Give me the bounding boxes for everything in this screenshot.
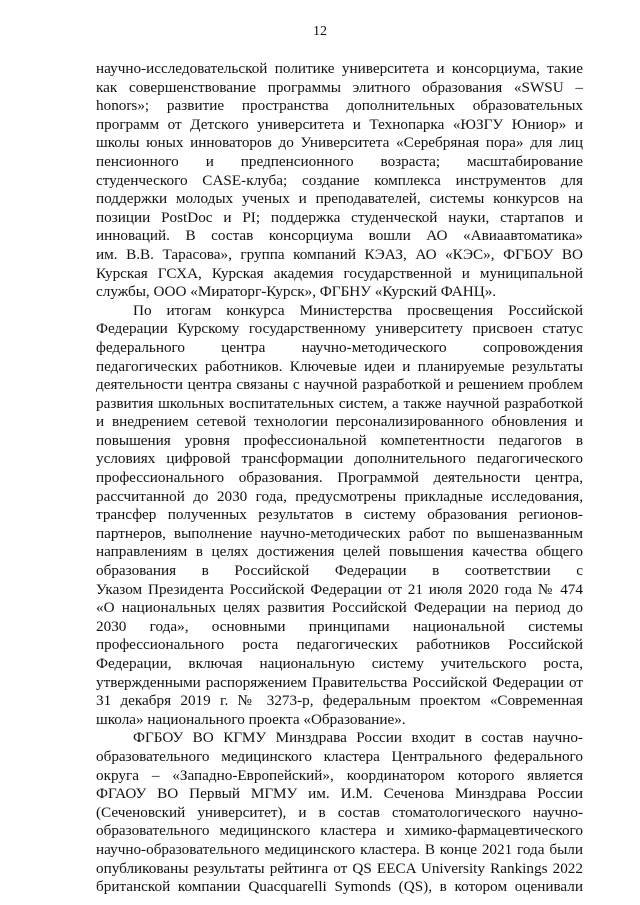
text-line: и внедрением сетевой технологии персонализированного обновления и	[96, 413, 583, 431]
paragraph-medical-cluster	[96, 729, 583, 896]
paragraph-federal-center	[96, 302, 583, 730]
text-line: научно-образовательного медицинского кластера. В конце 2021 года были	[96, 840, 583, 858]
text-line: деятельности центра связаны с научной разработкой и решением проблем	[96, 376, 583, 394]
text-line: британской компании Quacquarelli Symonds (QS), в котором оценивали	[96, 878, 583, 896]
text-line: (Сеченовский университет), и в состав стоматологического научно-	[96, 803, 583, 821]
text-line: пенсионного и предпенсионного возраста; масштабирование	[96, 152, 583, 170]
text-line: инноваций. В состав консорциума вошли АО «Авиаавтоматика»	[96, 227, 583, 245]
text-line: округа – «Западно-Европейский», координатором которого является	[96, 766, 583, 784]
text-line: опубликованы результаты рейтинга от QS EECA University Rankings 2022	[96, 859, 583, 877]
text-line: программ от Детского университета и Технопарка «ЮЗГУ Юниор» и	[96, 115, 583, 133]
text-line: По итогам конкурса Министерства просвещения Российской	[133, 301, 583, 319]
text-line: условиях цифровой трансформации дополнительного педагогического	[96, 450, 583, 468]
text-line: Федерации, включая национальную систему учительского роста,	[96, 655, 583, 672]
text-line: Курская ГСХА, Курская академия государственной и муниципальной	[96, 264, 583, 282]
page-number: 12	[313, 24, 327, 39]
text-line: Указом Президента Российской Федерации от 21 июля 2020 года № 474	[96, 580, 583, 598]
text-line: ФГАОУ ВО Первый МГМУ им. И.М. Сеченова Минздрава России	[96, 785, 583, 803]
text-line: студенческого CASE-клуба; создание комплекса инструментов для	[96, 171, 583, 189]
text-line: повышения уровня профессиональной компетентности педагогов в	[96, 431, 583, 449]
text-line: ФГБОУ ВО КГМУ Минздрава России входит в состав научно-	[133, 729, 583, 747]
text-line: honors»; развитие пространства дополнительных образовательных	[96, 97, 583, 115]
text-line: профессионального образования. Программой деятельности центра,	[96, 469, 583, 487]
text-line: профессионального роста педагогических работников Российской	[96, 636, 583, 654]
text-line: развития школьных воспитательных систем, а также научной разработкой	[96, 394, 583, 412]
text-line: направлениям в целях достижения целей повышения качества общего	[96, 543, 583, 561]
text-line: трансфер полученных результатов в систему образования регионов-	[96, 506, 583, 524]
text-line: как совершенствование программы элитного образования «SWSU –	[96, 78, 583, 96]
paragraph-consortium	[96, 60, 583, 302]
text-line: школа» национального проекта «Образование».	[96, 710, 406, 728]
text-line: им. В.В. Тарасова», группа компаний КЭАЗ, АО «КЭС», ФГБОУ ВО	[96, 245, 583, 263]
text-line: федерального центра научно-методического сопровождения	[96, 338, 583, 356]
document-body	[96, 60, 583, 897]
text-line: партнеров, выполнение научно-методических работ по вышеназванным	[96, 524, 583, 542]
text-line: образовательного медицинского кластера и химико-фармацевтического	[96, 822, 583, 840]
text-line: 2030 года», основными принципами национальной системы	[96, 617, 583, 635]
text-line: образовательного медицинского кластера Центрального федерального	[96, 747, 583, 765]
text-line: научно-исследовательской политике университета и консорциума, такие	[96, 60, 583, 77]
text-line: 31 декабря 2019 г. № 3273-р, федеральным проектом «Современная	[96, 692, 583, 710]
text-line: рассчитанной до 2030 года, предусмотрены прикладные исследования,	[96, 487, 583, 505]
text-line: службы, ООО «Мираторг-Курск», ФГБНУ «Курский ФАНЦ».	[96, 283, 497, 301]
text-line: педагогических работников. Ключевые идеи и планируемые результаты	[96, 357, 583, 375]
text-line: школы юных инноваторов до Университета «Серебряная пора» для лиц	[96, 134, 583, 152]
text-line: «О национальных целях развития Российской Федерации на период до	[96, 599, 583, 617]
text-line: позиции PostDoc и PI; поддержка студенческой науки, стартапов и	[96, 208, 583, 226]
text-line: поддержки молодых ученых и преподавателей, системы конкурсов на	[96, 190, 583, 208]
text-line: утвержденными распоряжением Правительства Российской Федерации от	[96, 673, 583, 691]
text-line: образования в Российской Федерации в соответствии с	[96, 562, 583, 580]
text-line: Федерации Курскому государственному университету присвоен статус	[96, 320, 583, 338]
